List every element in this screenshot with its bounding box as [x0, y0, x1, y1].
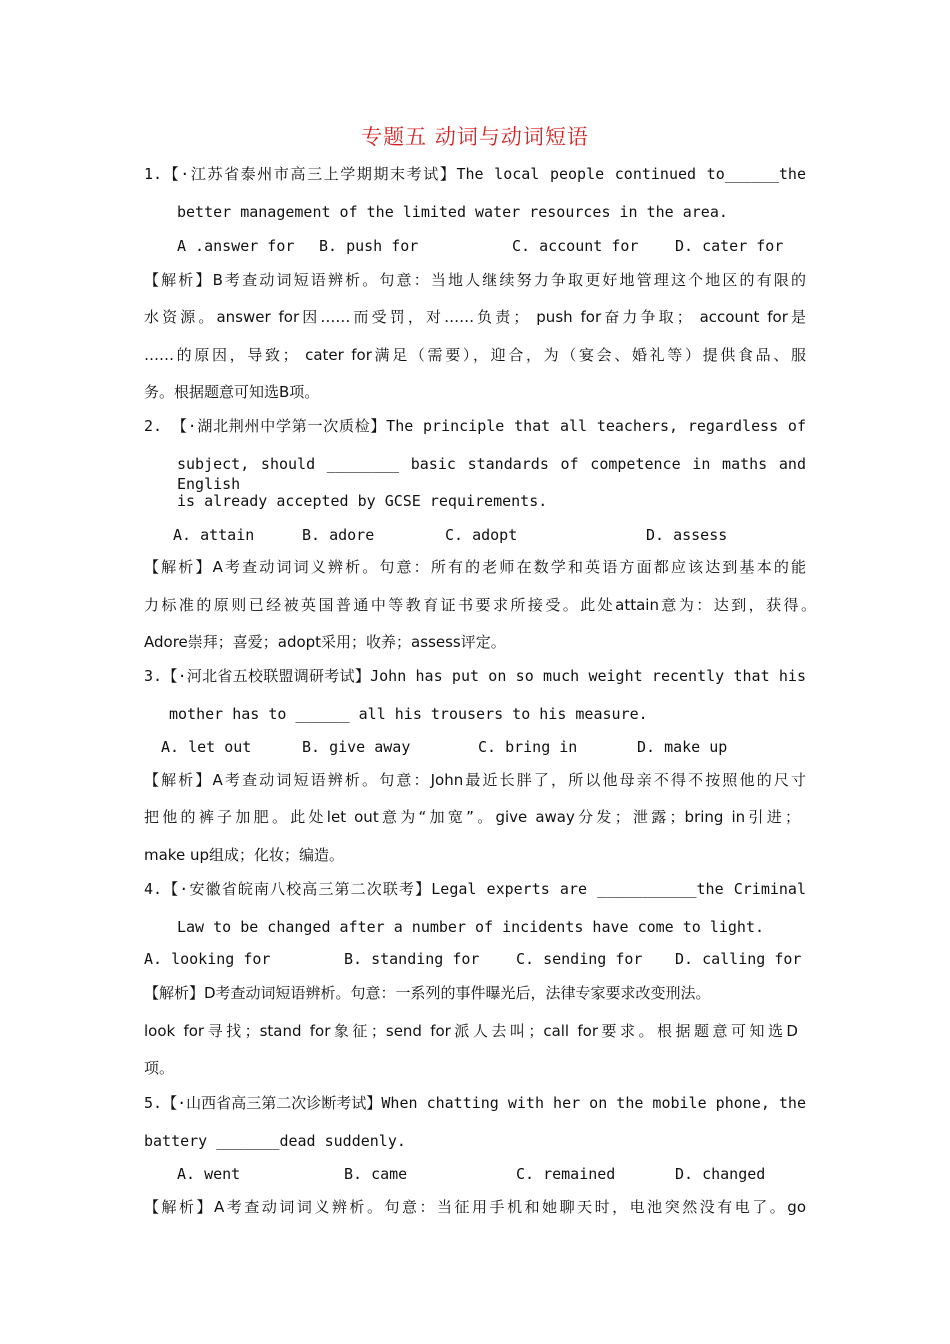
- q4-stem-line-2: Law to be changed after a number of incidents have come to light.: [177, 918, 764, 936]
- q2-option-c: C. adopt: [445, 526, 518, 544]
- q5-stem-line-2: battery _______dead suddenly.: [144, 1132, 406, 1150]
- q1-option-c: C. account for: [512, 237, 639, 255]
- q1-analysis-line-4: 务。根据题意可知选B项。: [144, 383, 320, 401]
- q1-analysis-line-2: 水资源。answer for因……而受罚，对……负责； push for奋力争取； account for是: [144, 308, 806, 326]
- q4-option-c: C. sending for: [516, 950, 643, 968]
- q1-analysis-line-1: 【解析】B考查动词短语辨析。句意：当地人继续努力争取更好地管理这个地区的有限的: [144, 271, 806, 289]
- q3-analysis-line-3: make up组成；化妆；编造。: [144, 846, 344, 864]
- q3-option-d: D. make up: [637, 738, 728, 756]
- q2-option-b: B. adore: [302, 526, 375, 544]
- q2-stem-line-2: subject, should ________ basic standards of competence in maths and English: [177, 455, 806, 493]
- q3-analysis-line-2: 把他的裤子加肥。此处let out意为“加宽”。give away分发；泄露；bring in引进；: [144, 808, 800, 826]
- q4-analysis-line-3: 项。: [144, 1059, 175, 1077]
- q4-option-a: A. looking for: [144, 950, 271, 968]
- q3-option-a: A. let out: [161, 738, 252, 756]
- q1-analysis-line-3: ……的原因，导致； cater for满足（需要），迎合，为（宴会、婚礼等）提供食品、服: [144, 346, 806, 364]
- q3-analysis-line-1: 【解析】A考查动词短语辨析。句意：John最近长胖了，所以他母亲不得不按照他的尺寸: [144, 771, 806, 789]
- q5-stem-line-1: 5.【·山西省高三第二次诊断考试】When chatting with her on the mobile phone, the: [144, 1094, 806, 1112]
- q4-option-b: B. standing for: [344, 950, 480, 968]
- q2-stem-line-1: 2. 【·湖北荆州中学第一次质检】The principle that all teachers, regardless of: [144, 417, 806, 435]
- q5-option-d: D. changed: [675, 1165, 766, 1183]
- q1-stem-line-1: 1.【·江苏省泰州市高三上学期期末考试】The local people continued to______the: [144, 165, 806, 183]
- q1-option-b: B. push for: [319, 237, 419, 255]
- q1-stem-line-2: better management of the limited water resources in the area.: [177, 203, 728, 221]
- q1-option-a: A .answer for: [177, 237, 295, 255]
- q4-option-d: D. calling for: [675, 950, 802, 968]
- q4-analysis-line-1: 【解析】D考查动词短语辨析。句意：一系列的事件曝光后，法律专家要求改变刑法。: [144, 984, 711, 1002]
- q2-analysis-line-3: Adore崇拜；喜爱；adopt采用；收养；assess评定。: [144, 633, 506, 651]
- q5-analysis-line-1: 【解析】A考查动词词义辨析。句意：当征用手机和她聊天时，电池突然没有电了。go: [144, 1198, 806, 1216]
- q4-analysis-line-2: look for寻找；stand for象征；send for派人去叫；call for要求。根据题意可知选D: [144, 1022, 798, 1040]
- q3-stem-line-2: mother has to ______ all his trousers to his measure.: [169, 705, 648, 723]
- q4-stem-line-1: 4.【·安徽省皖南八校高三第二次联考】Legal experts are ___________the Criminal: [144, 880, 806, 898]
- q2-analysis-line-1: 【解析】A考查动词词义辨析。句意：所有的老师在数学和英语方面都应该达到基本的能: [144, 558, 806, 576]
- q3-option-b: B. give away: [302, 738, 411, 756]
- q5-option-b: B. came: [344, 1165, 408, 1183]
- q3-stem-line-1: 3.【·河北省五校联盟调研考试】John has put on so much weight recently that his: [144, 667, 806, 685]
- q1-option-d: D. cater for: [675, 237, 784, 255]
- q2-analysis-line-2: 力标准的原则已经被英国普通中等教育证书要求所接受。此处attain意为：达到，获得。: [144, 596, 816, 614]
- q3-option-c: C. bring in: [478, 738, 578, 756]
- q5-option-c: C. remained: [516, 1165, 616, 1183]
- q2-stem-line-3: is already accepted by GCSE requirements.: [177, 492, 548, 510]
- q2-option-d: D. assess: [646, 526, 728, 544]
- q2-option-a: A. attain: [173, 526, 255, 544]
- q5-option-a: A. went: [177, 1165, 241, 1183]
- document-title: 专题五 动词与动词短语: [361, 125, 589, 149]
